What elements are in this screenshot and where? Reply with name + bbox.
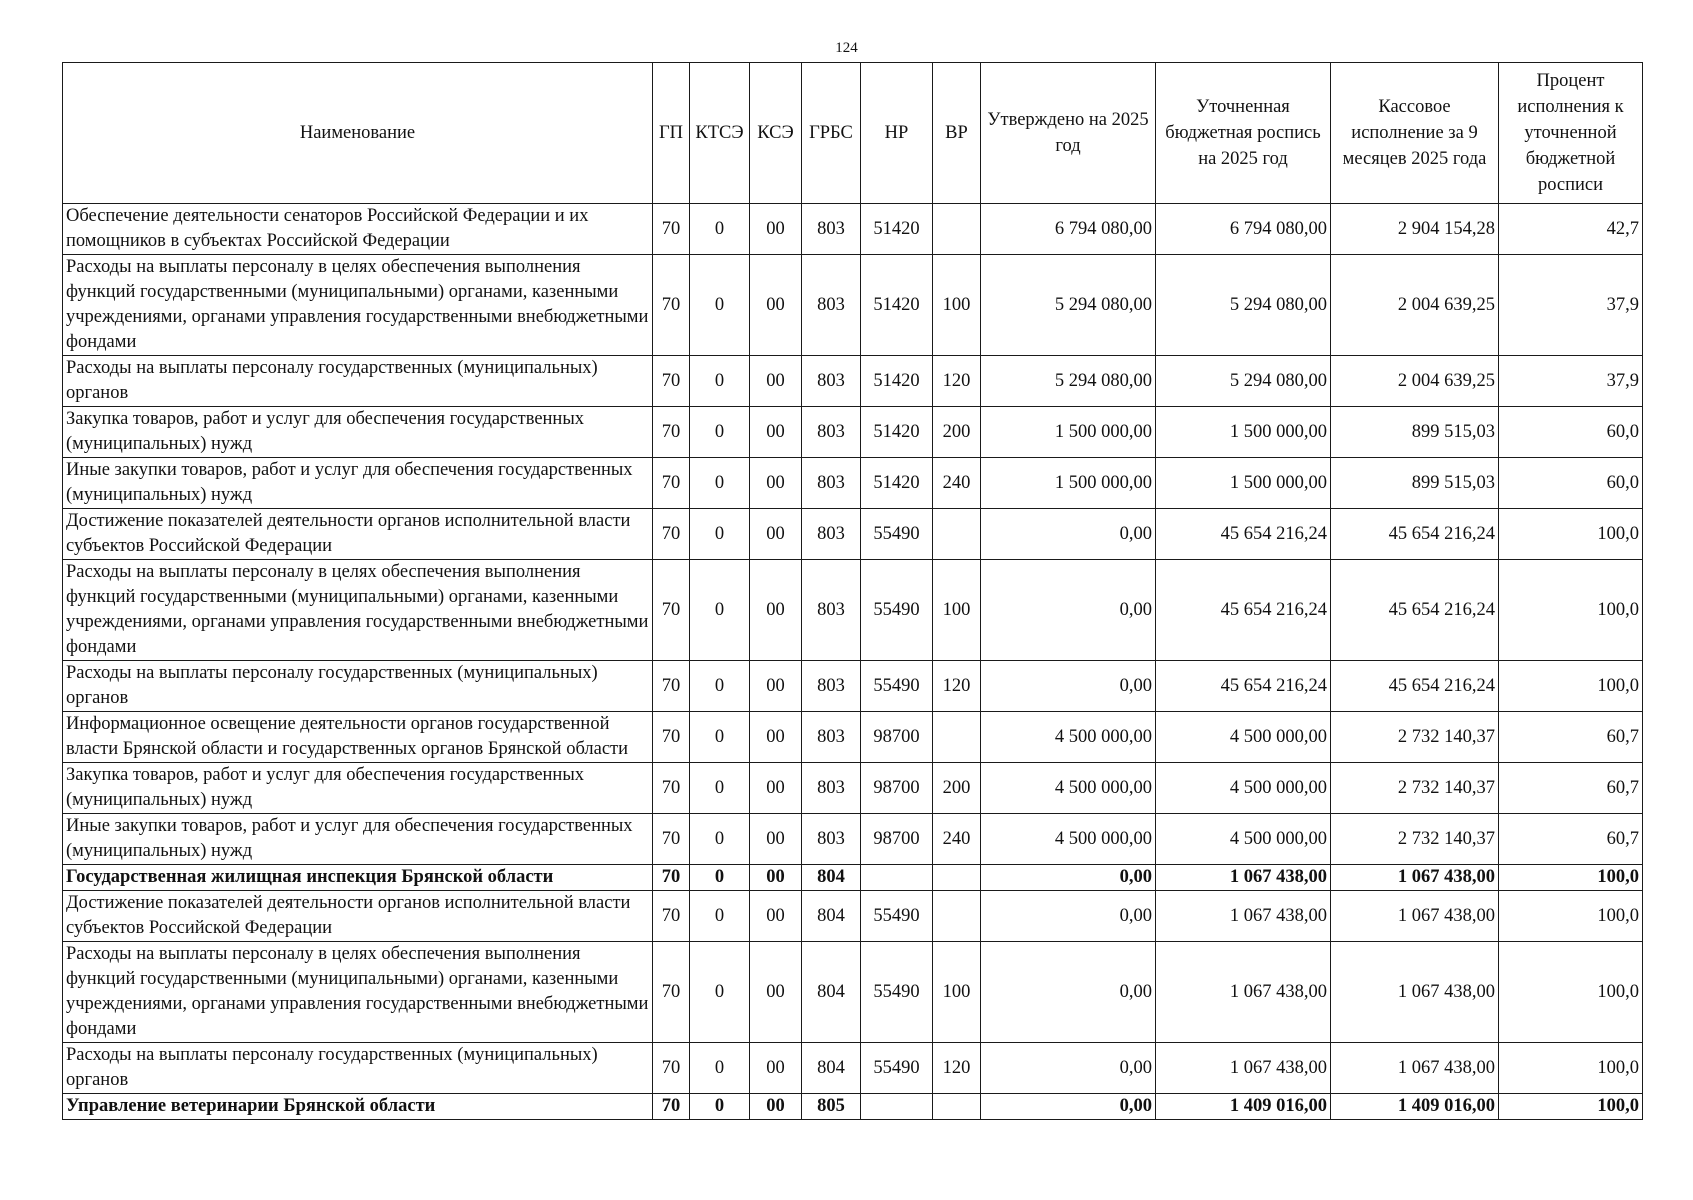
table-row xyxy=(63,407,1643,458)
cell-ktse: 0 xyxy=(690,458,750,509)
cell-gp: 70 xyxy=(653,509,690,560)
header-gp: ГП xyxy=(653,63,690,204)
cell-nr: 51420 xyxy=(861,458,933,509)
cell-nr: 55490 xyxy=(861,891,933,942)
cell-percent: 100,0 xyxy=(1499,661,1643,712)
cell-ktse: 0 xyxy=(690,661,750,712)
cell-refined: 45 654 216,24 xyxy=(1156,560,1331,661)
cell-approved: 0,00 xyxy=(981,560,1156,661)
cell-percent: 60,7 xyxy=(1499,712,1643,763)
cell-vr: 100 xyxy=(933,560,981,661)
cell-executed: 1 067 438,00 xyxy=(1331,1043,1499,1094)
table-row xyxy=(63,661,1643,712)
cell-name: Государственная жилищная инспекция Брянской области xyxy=(63,865,653,891)
table-row xyxy=(63,1043,1643,1094)
cell-name: Достижение показателей деятельности органов исполнительной власти субъектов Российской Федерации xyxy=(63,509,653,560)
header-approved: Утверждено на 2025 год xyxy=(981,63,1156,204)
cell-nr: 55490 xyxy=(861,509,933,560)
header-vr: ВР xyxy=(933,63,981,204)
table-row xyxy=(63,204,1643,255)
table-row xyxy=(63,942,1643,1043)
table-row xyxy=(63,560,1643,661)
cell-approved: 1 500 000,00 xyxy=(981,407,1156,458)
cell-percent: 37,9 xyxy=(1499,255,1643,356)
cell-ktse: 0 xyxy=(690,1043,750,1094)
cell-executed: 899 515,03 xyxy=(1331,407,1499,458)
table-row xyxy=(63,891,1643,942)
cell-vr: 240 xyxy=(933,458,981,509)
header-ktse: КТСЭ xyxy=(690,63,750,204)
cell-approved: 5 294 080,00 xyxy=(981,255,1156,356)
cell-approved: 0,00 xyxy=(981,891,1156,942)
cell-gp: 70 xyxy=(653,407,690,458)
table-header-row xyxy=(63,63,1643,204)
cell-nr: 55490 xyxy=(861,560,933,661)
table-row xyxy=(63,865,1643,891)
cell-percent: 100,0 xyxy=(1499,560,1643,661)
cell-approved: 0,00 xyxy=(981,661,1156,712)
table-row xyxy=(63,712,1643,763)
table-row xyxy=(63,1094,1643,1120)
cell-grbs: 803 xyxy=(802,509,861,560)
cell-percent: 100,0 xyxy=(1499,891,1643,942)
cell-grbs: 803 xyxy=(802,661,861,712)
cell-approved: 4 500 000,00 xyxy=(981,814,1156,865)
cell-nr: 55490 xyxy=(861,1043,933,1094)
cell-ktse: 0 xyxy=(690,204,750,255)
cell-grbs: 805 xyxy=(802,1094,861,1120)
cell-gp: 70 xyxy=(653,661,690,712)
cell-nr xyxy=(861,1094,933,1120)
cell-approved: 0,00 xyxy=(981,1094,1156,1120)
table-row xyxy=(63,763,1643,814)
cell-approved: 5 294 080,00 xyxy=(981,356,1156,407)
cell-grbs: 803 xyxy=(802,204,861,255)
header-kse: КСЭ xyxy=(750,63,802,204)
cell-kse: 00 xyxy=(750,255,802,356)
cell-vr xyxy=(933,712,981,763)
cell-approved: 4 500 000,00 xyxy=(981,712,1156,763)
cell-executed: 45 654 216,24 xyxy=(1331,560,1499,661)
cell-executed: 1 409 016,00 xyxy=(1331,1094,1499,1120)
cell-executed: 1 067 438,00 xyxy=(1331,942,1499,1043)
cell-kse: 00 xyxy=(750,356,802,407)
header-percent: Процент исполнения к уточненной бюджетной росписи xyxy=(1499,63,1643,204)
table-row xyxy=(63,458,1643,509)
header-refined: Уточненная бюджетная роспись на 2025 год xyxy=(1156,63,1331,204)
cell-percent: 100,0 xyxy=(1499,1043,1643,1094)
cell-kse: 00 xyxy=(750,814,802,865)
cell-vr xyxy=(933,204,981,255)
cell-refined: 1 500 000,00 xyxy=(1156,458,1331,509)
cell-executed: 899 515,03 xyxy=(1331,458,1499,509)
table-body xyxy=(63,204,1643,1120)
cell-name: Закупка товаров, работ и услуг для обеспечения государственных (муниципальных) нужд xyxy=(63,763,653,814)
table-row xyxy=(63,509,1643,560)
cell-name: Обеспечение деятельности сенаторов Российской Федерации и их помощников в субъектах Российской Федерации xyxy=(63,204,653,255)
cell-percent: 100,0 xyxy=(1499,1094,1643,1120)
cell-nr: 51420 xyxy=(861,255,933,356)
cell-name: Расходы на выплаты персоналу государственных (муниципальных) органов xyxy=(63,356,653,407)
cell-nr: 98700 xyxy=(861,814,933,865)
cell-name: Достижение показателей деятельности органов исполнительной власти субъектов Российской Федерации xyxy=(63,891,653,942)
cell-vr: 200 xyxy=(933,763,981,814)
cell-refined: 4 500 000,00 xyxy=(1156,712,1331,763)
cell-refined: 1 067 438,00 xyxy=(1156,891,1331,942)
cell-approved: 4 500 000,00 xyxy=(981,763,1156,814)
cell-kse: 00 xyxy=(750,865,802,891)
cell-nr: 98700 xyxy=(861,763,933,814)
cell-ktse: 0 xyxy=(690,865,750,891)
cell-kse: 00 xyxy=(750,661,802,712)
cell-vr xyxy=(933,509,981,560)
cell-refined: 4 500 000,00 xyxy=(1156,814,1331,865)
cell-executed: 1 067 438,00 xyxy=(1331,865,1499,891)
cell-grbs: 803 xyxy=(802,407,861,458)
cell-name: Иные закупки товаров, работ и услуг для обеспечения государственных (муниципальных) нужд xyxy=(63,814,653,865)
cell-ktse: 0 xyxy=(690,356,750,407)
header-grbs: ГРБС xyxy=(802,63,861,204)
table-row xyxy=(63,814,1643,865)
cell-refined: 4 500 000,00 xyxy=(1156,763,1331,814)
cell-nr: 51420 xyxy=(861,407,933,458)
cell-refined: 1 067 438,00 xyxy=(1156,1043,1331,1094)
cell-kse: 00 xyxy=(750,407,802,458)
cell-percent: 60,0 xyxy=(1499,458,1643,509)
cell-executed: 2 004 639,25 xyxy=(1331,255,1499,356)
cell-gp: 70 xyxy=(653,891,690,942)
cell-vr: 120 xyxy=(933,1043,981,1094)
cell-name: Расходы на выплаты персоналу государственных (муниципальных) органов xyxy=(63,1043,653,1094)
cell-gp: 70 xyxy=(653,763,690,814)
cell-grbs: 803 xyxy=(802,458,861,509)
cell-percent: 60,0 xyxy=(1499,407,1643,458)
cell-refined: 1 500 000,00 xyxy=(1156,407,1331,458)
cell-gp: 70 xyxy=(653,814,690,865)
cell-executed: 2 004 639,25 xyxy=(1331,356,1499,407)
cell-nr: 55490 xyxy=(861,661,933,712)
cell-grbs: 804 xyxy=(802,891,861,942)
cell-ktse: 0 xyxy=(690,560,750,661)
cell-percent: 100,0 xyxy=(1499,942,1643,1043)
cell-executed: 2 904 154,28 xyxy=(1331,204,1499,255)
cell-ktse: 0 xyxy=(690,891,750,942)
cell-kse: 00 xyxy=(750,1094,802,1120)
cell-gp: 70 xyxy=(653,865,690,891)
cell-grbs: 804 xyxy=(802,1043,861,1094)
cell-vr xyxy=(933,1094,981,1120)
cell-executed: 45 654 216,24 xyxy=(1331,509,1499,560)
cell-grbs: 803 xyxy=(802,560,861,661)
cell-executed: 2 732 140,37 xyxy=(1331,814,1499,865)
cell-nr: 51420 xyxy=(861,356,933,407)
cell-ktse: 0 xyxy=(690,509,750,560)
cell-grbs: 804 xyxy=(802,942,861,1043)
cell-grbs: 803 xyxy=(802,712,861,763)
cell-refined: 5 294 080,00 xyxy=(1156,356,1331,407)
cell-kse: 00 xyxy=(750,458,802,509)
cell-refined: 1 067 438,00 xyxy=(1156,942,1331,1043)
cell-grbs: 803 xyxy=(802,356,861,407)
cell-gp: 70 xyxy=(653,356,690,407)
cell-kse: 00 xyxy=(750,560,802,661)
header-name: Наименование xyxy=(63,63,653,204)
table-row xyxy=(63,255,1643,356)
cell-refined: 1 409 016,00 xyxy=(1156,1094,1331,1120)
cell-name: Управление ветеринарии Брянской области xyxy=(63,1094,653,1120)
header-nr: НР xyxy=(861,63,933,204)
table-row xyxy=(63,356,1643,407)
cell-grbs: 803 xyxy=(802,763,861,814)
cell-gp: 70 xyxy=(653,255,690,356)
cell-grbs: 804 xyxy=(802,865,861,891)
header-executed: Кассовое исполнение за 9 месяцев 2025 года xyxy=(1331,63,1499,204)
cell-vr: 240 xyxy=(933,814,981,865)
cell-vr xyxy=(933,865,981,891)
cell-approved: 6 794 080,00 xyxy=(981,204,1156,255)
cell-vr xyxy=(933,891,981,942)
cell-vr: 120 xyxy=(933,661,981,712)
cell-executed: 2 732 140,37 xyxy=(1331,712,1499,763)
cell-percent: 100,0 xyxy=(1499,865,1643,891)
cell-ktse: 0 xyxy=(690,942,750,1043)
cell-percent: 42,7 xyxy=(1499,204,1643,255)
cell-nr: 51420 xyxy=(861,204,933,255)
cell-refined: 6 794 080,00 xyxy=(1156,204,1331,255)
cell-grbs: 803 xyxy=(802,814,861,865)
cell-refined: 1 067 438,00 xyxy=(1156,865,1331,891)
cell-ktse: 0 xyxy=(690,1094,750,1120)
cell-grbs: 803 xyxy=(802,255,861,356)
cell-ktse: 0 xyxy=(690,255,750,356)
cell-vr: 120 xyxy=(933,356,981,407)
cell-kse: 00 xyxy=(750,204,802,255)
cell-kse: 00 xyxy=(750,712,802,763)
cell-approved: 0,00 xyxy=(981,509,1156,560)
cell-kse: 00 xyxy=(750,891,802,942)
cell-name: Расходы на выплаты персоналу в целях обеспечения выполнения функций государственными (муниципальными) органами, казенными учреждениями, органами управления государственными внебюджетными фондами xyxy=(63,942,653,1043)
cell-approved: 0,00 xyxy=(981,942,1156,1043)
cell-refined: 45 654 216,24 xyxy=(1156,509,1331,560)
cell-kse: 00 xyxy=(750,763,802,814)
cell-percent: 37,9 xyxy=(1499,356,1643,407)
cell-vr: 200 xyxy=(933,407,981,458)
cell-gp: 70 xyxy=(653,1043,690,1094)
cell-nr: 98700 xyxy=(861,712,933,763)
cell-approved: 0,00 xyxy=(981,1043,1156,1094)
cell-ktse: 0 xyxy=(690,814,750,865)
cell-nr: 55490 xyxy=(861,942,933,1043)
cell-approved: 1 500 000,00 xyxy=(981,458,1156,509)
cell-ktse: 0 xyxy=(690,763,750,814)
cell-percent: 60,7 xyxy=(1499,814,1643,865)
cell-percent: 100,0 xyxy=(1499,509,1643,560)
cell-name: Расходы на выплаты персоналу государственных (муниципальных) органов xyxy=(63,661,653,712)
cell-executed: 1 067 438,00 xyxy=(1331,891,1499,942)
cell-name: Расходы на выплаты персоналу в целях обеспечения выполнения функций государственными (муниципальными) органами, казенными учреждениями, органами управления государственными внебюджетными фондами xyxy=(63,255,653,356)
cell-kse: 00 xyxy=(750,509,802,560)
cell-ktse: 0 xyxy=(690,407,750,458)
cell-name: Иные закупки товаров, работ и услуг для обеспечения государственных (муниципальных) нужд xyxy=(63,458,653,509)
cell-gp: 70 xyxy=(653,458,690,509)
cell-refined: 5 294 080,00 xyxy=(1156,255,1331,356)
cell-gp: 70 xyxy=(653,204,690,255)
cell-vr: 100 xyxy=(933,942,981,1043)
cell-name: Информационное освещение деятельности органов государственной власти Брянской области и государственных органов Брянской области xyxy=(63,712,653,763)
cell-gp: 70 xyxy=(653,942,690,1043)
cell-name: Закупка товаров, работ и услуг для обеспечения государственных (муниципальных) нужд xyxy=(63,407,653,458)
cell-gp: 70 xyxy=(653,712,690,763)
page-number: 124 xyxy=(835,40,858,56)
cell-nr xyxy=(861,865,933,891)
cell-percent: 60,7 xyxy=(1499,763,1643,814)
cell-vr: 100 xyxy=(933,255,981,356)
budget-table xyxy=(62,62,1643,1120)
cell-gp: 70 xyxy=(653,1094,690,1120)
cell-executed: 2 732 140,37 xyxy=(1331,763,1499,814)
cell-name: Расходы на выплаты персоналу в целях обеспечения выполнения функций государственными (муниципальными) органами, казенными учреждениями, органами управления государственными внебюджетными фондами xyxy=(63,560,653,661)
cell-approved: 0,00 xyxy=(981,865,1156,891)
cell-kse: 00 xyxy=(750,942,802,1043)
cell-kse: 00 xyxy=(750,1043,802,1094)
cell-ktse: 0 xyxy=(690,712,750,763)
cell-gp: 70 xyxy=(653,560,690,661)
cell-executed: 45 654 216,24 xyxy=(1331,661,1499,712)
cell-refined: 45 654 216,24 xyxy=(1156,661,1331,712)
